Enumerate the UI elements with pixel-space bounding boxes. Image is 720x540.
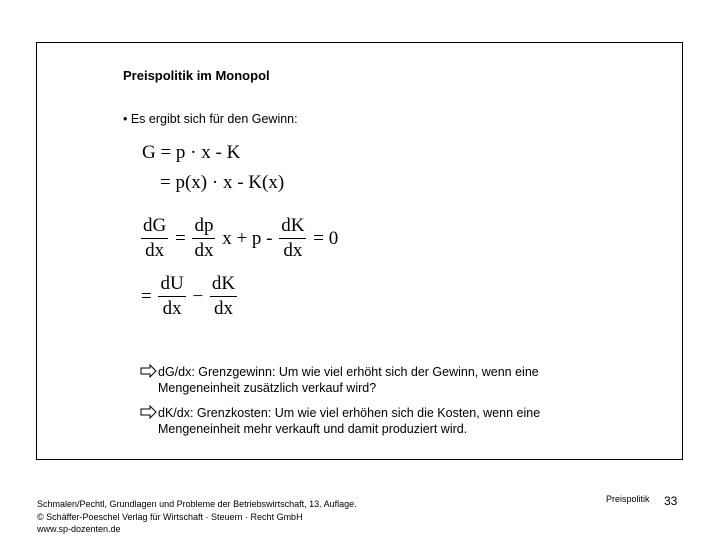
note-line: dK/dx: Grenzkosten: Um wie viel erhöhen sich die Kosten, wenn eine xyxy=(158,406,541,420)
note-line: Mengeneinheit mehr verkauft und damit produziert wird. xyxy=(158,422,468,436)
note-grenzgewinn xyxy=(158,364,539,396)
equation-middle: x + p - xyxy=(222,227,273,249)
slide-title: Preispolitik im Monopol xyxy=(123,68,270,83)
equation-tail: = 0 xyxy=(313,227,339,249)
denominator: dx xyxy=(145,240,165,261)
fraction-dg-dx xyxy=(141,214,168,263)
numerator: dK xyxy=(279,214,306,239)
arrow-icon xyxy=(140,405,158,419)
denominator: dx xyxy=(214,298,234,319)
minus-sign: − xyxy=(192,285,204,307)
numerator: dp xyxy=(192,214,215,239)
footer-line: Schmalen/Pechtl, Grundlagen und Probleme der Betriebswirtschaft, 13. Auflage. xyxy=(37,499,357,509)
numerator: dK xyxy=(210,272,237,297)
numerator: dG xyxy=(141,214,168,239)
equation-3 xyxy=(140,214,339,263)
note-line: Mengeneinheit zusätzlich verkauf wird? xyxy=(158,381,377,395)
footer-url[interactable]: www.sp-dozenten.de xyxy=(37,524,121,534)
footer-section: Preispolitik xyxy=(606,494,650,504)
numerator: dU xyxy=(158,272,185,297)
fraction-dk-dx xyxy=(279,214,306,263)
equation-1: G = p · x - K xyxy=(142,142,241,163)
note-grenzkosten xyxy=(158,405,540,437)
equation-2: = p(x) · x - K(x) xyxy=(160,172,285,193)
denominator: dx xyxy=(194,240,214,261)
fraction-dk-dx xyxy=(210,272,237,321)
slide-frame xyxy=(36,42,683,460)
footer-citation xyxy=(37,498,357,536)
equals-sign: = xyxy=(174,227,186,249)
bullet-text: • Es ergibt sich für den Gewinn: xyxy=(123,112,298,126)
fraction-du-dx xyxy=(158,272,185,321)
arrow-icon xyxy=(140,364,158,378)
denominator: dx xyxy=(162,298,182,319)
denominator: dx xyxy=(283,240,303,261)
equation-4 xyxy=(140,272,238,321)
page-number: 33 xyxy=(664,494,678,508)
footer-line: © Schäffer-Poeschel Verlag für Wirtschaft · Steuern · Recht GmbH xyxy=(37,511,303,522)
note-line: dG/dx: Grenzgewinn: Um wie viel erhöht sich der Gewinn, wenn eine xyxy=(158,365,539,379)
fraction-dp-dx xyxy=(192,214,215,263)
equals-sign: = xyxy=(141,285,152,307)
